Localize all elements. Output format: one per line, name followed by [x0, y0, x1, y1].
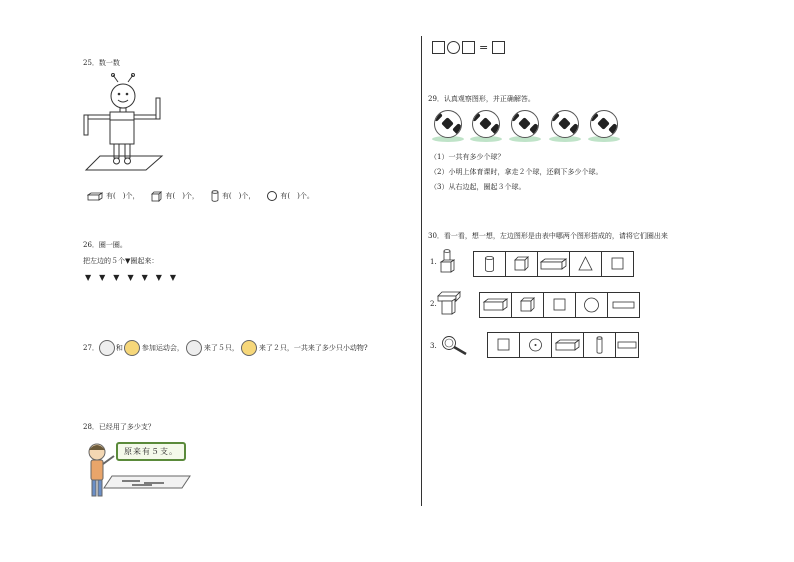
- square-blank: [462, 41, 475, 54]
- top-equation: [432, 41, 505, 54]
- circle-icon: [267, 191, 277, 201]
- triangle-icon[interactable]: [569, 251, 602, 277]
- monkey-icon: [124, 340, 140, 356]
- cylinder-icon[interactable]: [583, 332, 616, 358]
- q28-speech-bubble: 原来有５支。: [116, 442, 186, 461]
- q30-row1-table: [473, 251, 638, 277]
- q27-part-4: 来了２只，一共来了多少只小动物?: [258, 344, 368, 352]
- q25-count-line: [87, 190, 314, 202]
- rabbit-icon: [99, 340, 115, 356]
- q29-title: 29．认真观察图形，并正确解答。: [428, 95, 535, 103]
- circle-icon[interactable]: [575, 292, 608, 318]
- cylinder-icon[interactable]: [473, 251, 506, 277]
- q26-title: 26．圈一圈。: [83, 241, 127, 249]
- q27-part-2: 参加运动会，: [141, 344, 184, 352]
- square-icon[interactable]: [487, 332, 520, 358]
- rectangle-icon[interactable]: [615, 332, 639, 358]
- q26-triangles: ▼ ▼ ▼ ▼ ▼ ▼ ▼: [85, 273, 177, 282]
- cylinder-icon: [211, 190, 219, 202]
- q28-title: 28．已经用了多少支？: [83, 423, 155, 431]
- monkey-icon: [241, 340, 257, 356]
- count-circle: 有( )个。: [280, 192, 314, 200]
- rectangle-icon[interactable]: [607, 292, 640, 318]
- q30-row1-label: 1.: [430, 258, 437, 266]
- soccer-ball-icon: [472, 110, 500, 138]
- square-blank: [432, 41, 445, 54]
- q29-line-2: （2）小明上体育课时，拿走２个球，还剩下多少个球。: [430, 168, 603, 176]
- cuboid-icon[interactable]: [551, 332, 584, 358]
- circle-blank: [447, 41, 460, 54]
- q26-instruction: 把左边的５个▼圈起来：: [83, 257, 159, 265]
- cuboid-icon[interactable]: [479, 292, 512, 318]
- count-cuboid: 有( )个，: [106, 192, 140, 200]
- soccer-ball-icon: [434, 110, 462, 138]
- q30-row2-label: 2.: [430, 300, 437, 308]
- q30-row3-table: [487, 332, 652, 358]
- column-divider: [421, 36, 422, 506]
- count-cube: 有( )个，: [165, 192, 199, 200]
- q29-line-1: （1）一共有多少个球？: [430, 153, 505, 161]
- q25-title: 25．数一数: [83, 59, 120, 67]
- cube-icon[interactable]: [505, 251, 538, 277]
- cuboid-icon[interactable]: [537, 251, 570, 277]
- q27-part-3: 来了５只，: [203, 344, 239, 352]
- composite-shape-1: [439, 248, 455, 274]
- soccer-ball-icon: [590, 110, 618, 138]
- soccer-balls-row: [432, 108, 622, 144]
- count-cylinder: 有( )个，: [221, 192, 256, 200]
- composite-shape-3: [441, 335, 469, 357]
- q27-part-1: 和: [115, 344, 123, 352]
- cube-icon[interactable]: [511, 292, 544, 318]
- square-icon[interactable]: [601, 251, 634, 277]
- q27-line: 27． 和 参加运动会， 来了５只， 来了２只，一共来了多少只小动物?: [83, 340, 370, 356]
- q30-title: 30．看一看，想一想，左边图形是由表中哪两个图形搭成的，请将它们圈出来: [428, 232, 668, 240]
- circle-icon[interactable]: [519, 332, 552, 358]
- soccer-ball-icon: [551, 110, 579, 138]
- square-icon[interactable]: [543, 292, 576, 318]
- q29-line-3: （3）从右边起，圈起３个球。: [430, 183, 526, 191]
- rabbit-icon: [186, 340, 202, 356]
- soccer-ball-icon: [511, 110, 539, 138]
- equals-sign: =: [479, 41, 489, 54]
- q30-row3-label: 3.: [430, 342, 437, 350]
- answer-square: [492, 41, 505, 54]
- q30-row2-table: [479, 292, 644, 318]
- cuboid-icon: [87, 192, 103, 201]
- cube-icon: [151, 191, 162, 202]
- composite-shape-2: [437, 291, 461, 317]
- robot-figure: [82, 72, 166, 172]
